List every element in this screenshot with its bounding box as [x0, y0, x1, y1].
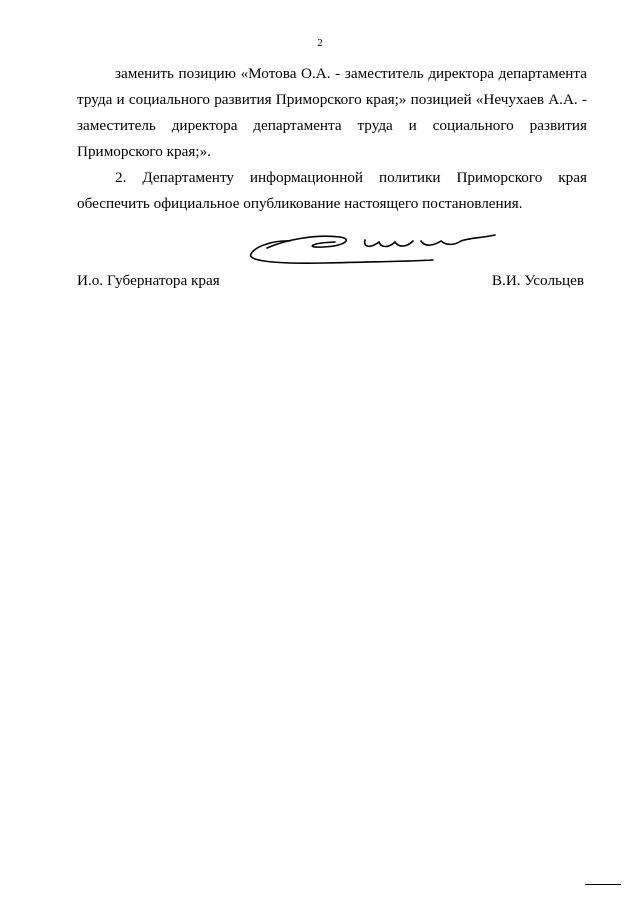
- paragraph-publication-order: 2. Департаменту информационной политики Приморского края обеспечить официальное опубликование настоящего постановления.: [77, 169, 587, 212]
- signer-name: В.И. Усольцев: [491, 272, 584, 289]
- footer-line: [585, 884, 621, 885]
- page-number: 2: [317, 37, 323, 49]
- paragraph-position-replacement: заменить позицию «Мотова О.А. - заместитель директора департамента труда и социального развития Приморского края;» позицией «Нечухаев А.А. - заместитель директора департамента труда и социального развития Приморского края;».: [77, 65, 587, 160]
- signer-title: И.о. Губернатора края: [77, 272, 220, 289]
- handwritten-signature: [245, 228, 505, 268]
